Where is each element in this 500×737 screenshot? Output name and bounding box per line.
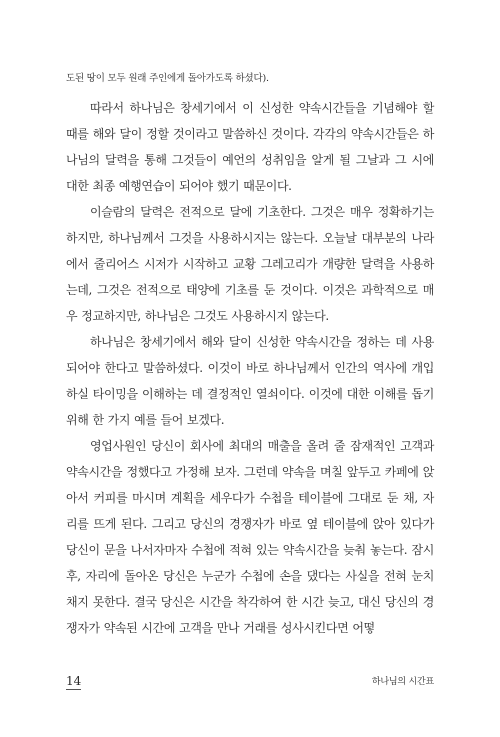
continued-line: 도된 땅이 모두 원래 주인에게 돌아가도록 하셨다). [66,73,269,84]
paragraph-4: 영업사원인 당신이 회사에 최대의 매출을 올려 줄 잠재적인 고객과 약속시간을 정했다고 가정해 보자. 그런데 약속을 며칠 앞두고 카페에 앉아서 커피를 마시며 계획을 세우다가 수첩을 테이블에 그대로 둔 채, 자리를 뜨게 된다. 그리고 당신의 경쟁자가 바로 옆 테이블에 앉아 있다가 당신이 문을 나서자마자 수첩에 적혀 있는 약속시간을 늦춰 놓는다. 잠시 후, 자리에 돌아온 당신은 누군가 수첩에 손을 댔다는 사실을 전혀 눈치채지 못한다. 결국 당신은 시간을 착각하여 한 시간 늦고, 대신 당신의 경쟁자가 약속된 시간에 고객을 만나 거래를 성사시킨다면 어떻 [66,439,434,635]
paragraph-1: 따라서 하나님은 창세기에서 이 신성한 약속시간들을 기념해야 할 때를 해와 달이 정할 것이라고 말씀하신 것이다. 각각의 약속시간들은 하나님의 달력을 통해 그것들이 예언의 성취임을 알게 될 그날과 그 시에 대한 최종 예행연습이 되어야 했기 때문이다. [66,101,434,193]
page-footer [66,674,434,694]
paragraph-2: 이슬람의 달력은 전적으로 달에 기초한다. 그것은 매우 정확하기는 하지만, 하나님께서 그것을 사용하시지는 않는다. 오늘날 대부분의 나라에서 줄리어스 시저가 시작하고 교황 그레고리가 개량한 달력을 사용하는데, 그것은 전적으로 태양에 기초를 둔 것이다. 이것은 과학적으로 매우 정교하지만, 하나님은 그것도 사용하시지 않는다. [66,205,434,323]
paragraph-3: 하나님은 창세기에서 해와 달이 신성한 약속시간을 정하는 데 사용되어야 한다고 말씀하셨다. 이것이 바로 하나님께서 인간의 역사에 개입하실 타이밍을 이해하는 데 결정적인 열쇠이다. 이것에 대한 이해를 돕기 위해 한 가지 예를 들어 보겠다. [66,335,434,427]
page-number: 14 [66,674,82,688]
page-body [66,70,434,641]
running-title: 하나님의 시간표 [371,677,434,687]
